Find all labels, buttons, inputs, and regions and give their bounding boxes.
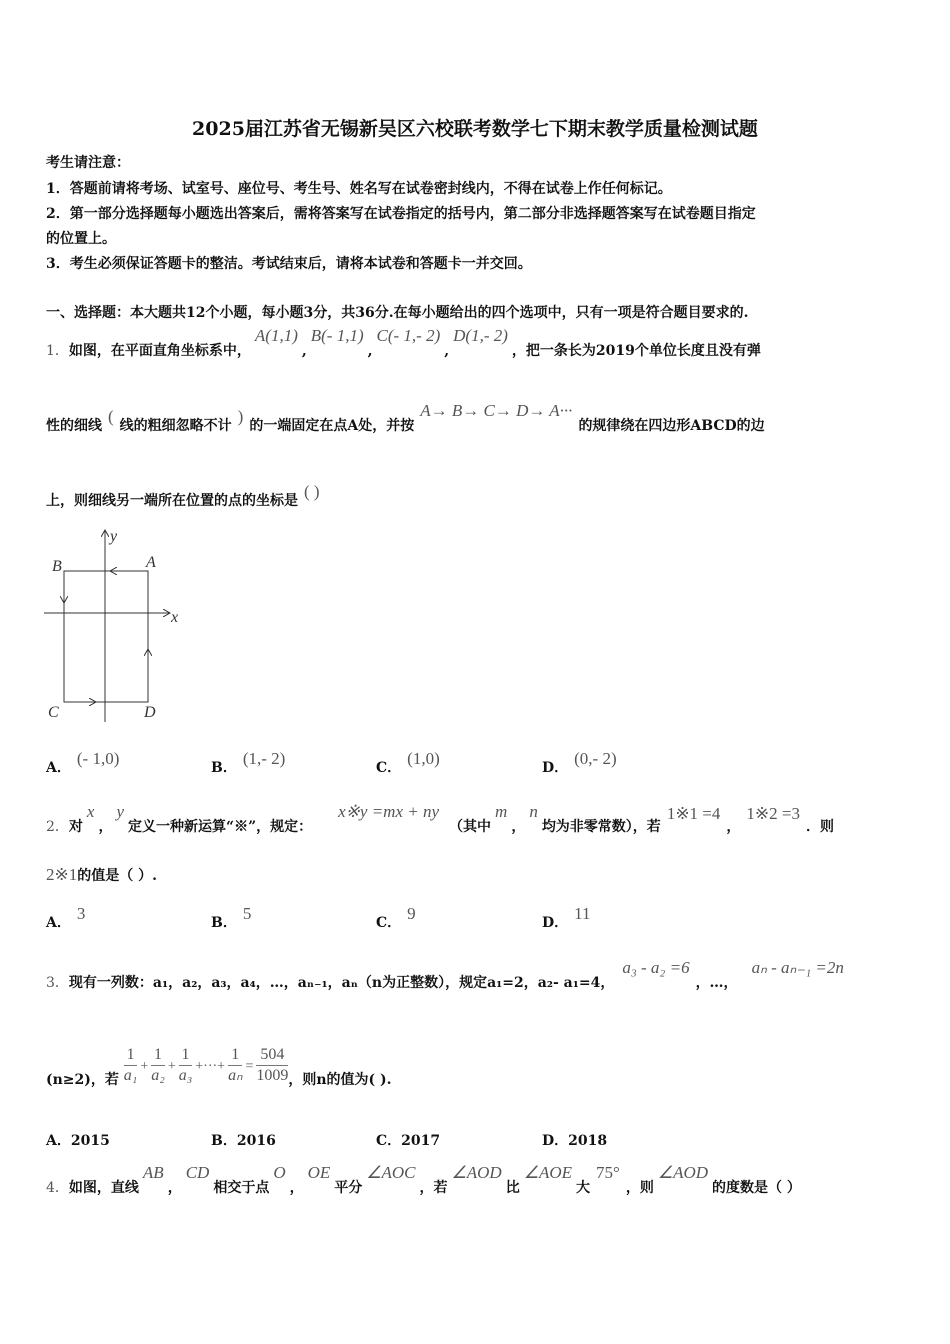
q2-option-c[interactable]	[376, 904, 422, 932]
q1-line1: 1．如图，在平面直角坐标系中，A(1,1),B(- 1,1),C(- 1,- 2),D(1,- 2)，把一条长为2019个单位长度且没有弹	[46, 326, 761, 359]
text: (n≥2)，若	[46, 1071, 119, 1088]
option-label: B．	[211, 1133, 237, 1149]
notice-item: 的位置上。	[46, 231, 116, 247]
q2-option-a[interactable]	[46, 904, 91, 932]
numerator: 1	[179, 1045, 193, 1066]
text: ，	[726, 819, 741, 835]
math-angle-aoe: ∠AOE	[523, 1163, 573, 1182]
ellipsis: +···+	[195, 1058, 226, 1074]
numerator: 1	[228, 1045, 242, 1066]
fraction-rhs	[256, 1045, 288, 1086]
q1-line2	[46, 401, 765, 435]
fraction	[179, 1045, 193, 1086]
option-label: A．	[46, 1133, 71, 1149]
answer-paren: ( )	[304, 482, 320, 501]
math-point-a: A(1,1)	[254, 326, 298, 345]
text: ，则n的值为( ).	[288, 1071, 392, 1088]
option-value: 9	[407, 904, 416, 923]
math-question: 2※1	[46, 865, 78, 884]
math-degree: 75°	[596, 1163, 620, 1182]
option-label: B．	[211, 915, 237, 931]
text: ，	[511, 819, 526, 835]
text: 如图，在平面直角坐标系中，	[68, 343, 251, 359]
option-value: 3	[76, 904, 86, 923]
option-value: 2015	[70, 1133, 110, 1149]
q3-option-b[interactable]	[211, 1130, 276, 1150]
text: ，则	[625, 1180, 654, 1196]
denominator: a₁	[123, 1067, 138, 1084]
math-point-d: D(1,- 2)	[453, 326, 508, 345]
q1-line3	[46, 482, 326, 510]
math-eq2: aₙ - aₙ₋₁ =2n	[751, 958, 844, 977]
option-label: A．	[46, 760, 71, 776]
q2-line1	[46, 802, 834, 836]
text: 相交于点	[213, 1180, 270, 1196]
q2-option-d[interactable]	[542, 904, 597, 932]
q1-option-b[interactable]	[211, 749, 291, 777]
text: 的值是（ ）.	[77, 868, 157, 884]
paren: (	[108, 407, 114, 426]
text: 线的粗细忽略不计	[119, 418, 232, 434]
option-value: (0,- 2)	[574, 749, 617, 768]
math-angle-aoc: ∠AOC	[366, 1163, 416, 1182]
text: 均为非零常数），若	[541, 819, 661, 835]
notice-item: 2．第一部分选择题每小题选出答案后，需将答案写在试卷指定的括号内，第二部分非选择题答案写在试卷题目指定	[46, 206, 756, 222]
q1-option-c[interactable]	[376, 749, 446, 777]
text: ，	[167, 1180, 182, 1196]
option-value: (1,- 2)	[242, 749, 286, 768]
math-o: O	[273, 1163, 286, 1182]
math-oe: OE	[307, 1163, 331, 1182]
option-label: A．	[46, 915, 71, 931]
math-y: y	[116, 802, 125, 821]
text: ，	[98, 819, 113, 835]
text: 如图，直线	[68, 1180, 139, 1196]
option-value: 2017	[401, 1133, 441, 1149]
fraction	[124, 1045, 138, 1086]
text: 上，则细线另一端所在位置的点的坐标是	[46, 493, 298, 509]
denominator: aₙ	[228, 1067, 243, 1084]
notice-item: 1．答题前请将考场、试室号、座位号、考生号、姓名写在试卷密封线内，不得在试卷上作任何标记。	[46, 181, 672, 197]
q3-option-a[interactable]	[46, 1130, 110, 1150]
text: 的度数是（ ）	[712, 1180, 801, 1196]
q3-option-d[interactable]	[542, 1130, 607, 1150]
text: 的一端固定在点A处，并按	[249, 418, 415, 434]
q4-number: 4．	[46, 1180, 69, 1196]
numerator: 504	[256, 1045, 288, 1066]
math-cd: CD	[185, 1163, 210, 1182]
math-sequence: A→ B→ C→ D→ A···	[420, 401, 573, 420]
numerator: 1	[124, 1045, 138, 1066]
option-label: D．	[542, 1133, 569, 1149]
math-rule: x※y =mx + ny	[338, 802, 440, 821]
text: ，把一条长为2019个单位长度且没有弹	[511, 343, 761, 359]
math-x: x	[86, 802, 95, 821]
math-m: m	[495, 802, 508, 821]
math-eq1: a₃ - a₂ =6	[622, 958, 690, 977]
q2-option-b[interactable]	[211, 904, 257, 932]
section-heading: 一、选择题：本大题共12个小题，每小题3分，共36分.在每小题给出的四个选项中，只有一项是符合题目要求的.	[46, 305, 749, 321]
numerator: 1	[151, 1045, 165, 1066]
notice-heading: 考生请注意：	[46, 155, 130, 171]
denominator: 1009	[256, 1067, 289, 1084]
text: 现有一列数：a₁，a₂，a₃，a₄，…，aₙ₋₁，aₙ（n为正整数），规定a₁=2，a₂- a₁=4，	[68, 975, 615, 991]
option-value: 2018	[568, 1133, 608, 1149]
label-y: y	[110, 528, 118, 545]
label-x: x	[171, 609, 179, 626]
math-ab: AB	[142, 1163, 164, 1182]
text: ，	[289, 1180, 304, 1196]
denominator: a₃	[178, 1067, 193, 1084]
q3-line2: (n≥2)，若 $\frac{1}{\text{a₁}}$ + $\frac{1}{\text{a₂}}$ + $\frac{1}{\text{a₃}}$ +···+ $\frac{1}{\text{aₙ}}$ = $\frac{504}{1009}$ ，则n的值为( ).	[46, 1046, 392, 1088]
option-label: B．	[211, 760, 237, 776]
text: 的规律绕在四边形ABCD的边	[578, 418, 765, 434]
label-a: A	[146, 554, 156, 571]
text: 平分	[334, 1180, 363, 1196]
text: ．则	[806, 819, 834, 835]
option-label: D．	[542, 760, 569, 776]
option-label: C．	[376, 1133, 402, 1149]
text: 定义一种新运算“※”，规定：	[128, 819, 313, 835]
math-n: n	[529, 802, 538, 821]
text: 性的细线	[46, 418, 102, 434]
option-label: C．	[376, 915, 402, 931]
paren: )	[237, 407, 244, 426]
q2-number: 2．	[46, 819, 69, 835]
option-label: D．	[542, 915, 569, 931]
math-angle-aod: ∠AOD	[657, 1163, 709, 1182]
fraction	[151, 1045, 165, 1086]
math-point-b: B(- 1,1)	[310, 326, 364, 345]
text: ，…，	[695, 975, 738, 991]
q2-line2	[46, 865, 157, 885]
q3-option-c[interactable]	[376, 1130, 440, 1150]
rectangle-abcd	[64, 571, 148, 702]
q1-option-a[interactable]	[46, 749, 125, 777]
q3-line1	[46, 958, 848, 992]
notice-item: 3．考生必须保证答题卡的整洁。考试结束后，请将本试卷和答题卡一并交回。	[46, 256, 532, 272]
option-label: C．	[376, 760, 402, 776]
denominator: a₂	[151, 1067, 165, 1084]
math-angle-aod: ∠AOD	[451, 1163, 502, 1182]
text: 对	[68, 819, 83, 835]
option-value: (- 1,0)	[76, 749, 120, 768]
math-point-c: C(- 1,- 2)	[376, 326, 441, 345]
option-value: 5	[242, 904, 252, 923]
text: （其中	[449, 819, 492, 835]
text: 大	[576, 1180, 591, 1196]
q4-line1	[46, 1163, 801, 1197]
text: ，若	[419, 1180, 448, 1196]
label-b: B	[52, 558, 62, 575]
q1-number: 1．	[46, 343, 69, 359]
q3-number: 3．	[46, 975, 69, 991]
q1-figure	[40, 525, 190, 725]
text: 比	[505, 1180, 520, 1196]
option-value: 11	[574, 904, 591, 923]
math-cond1: 1※1 =4	[666, 804, 721, 823]
option-value: (1,0)	[407, 749, 440, 768]
option-value: 2016	[236, 1133, 276, 1149]
label-c: C	[48, 704, 59, 721]
fraction	[228, 1045, 242, 1086]
math-cond2: 1※2 =3	[746, 804, 800, 823]
q1-option-d[interactable]	[542, 749, 623, 777]
page-title: 2025届江苏省无锡新吴区六校联考数学七下期末教学质量检测试题	[192, 118, 758, 140]
label-d: D	[144, 704, 156, 721]
